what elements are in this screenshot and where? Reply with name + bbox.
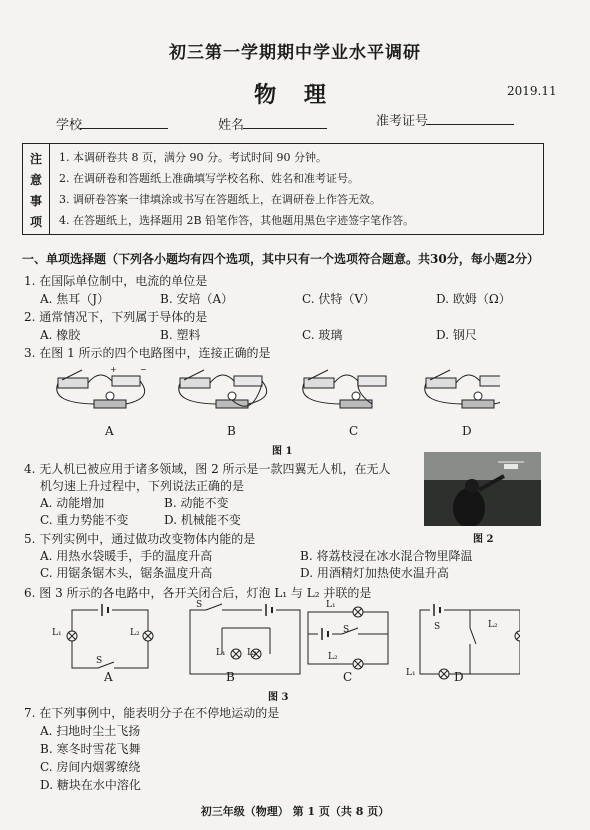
- notes-side-column: [23, 144, 50, 234]
- figure-3-caption: 图 3: [268, 692, 289, 703]
- circuit-d-icon: [425, 370, 500, 408]
- q4-option-a[interactable]: A. 动能增加: [40, 496, 105, 510]
- q6-label-c[interactable]: C: [343, 670, 353, 684]
- q6-label-b[interactable]: B: [226, 670, 235, 684]
- circuit-diagram-b-icon: [190, 604, 300, 674]
- q6-label-d[interactable]: D: [454, 670, 464, 684]
- circuit-a-icon: [57, 365, 147, 408]
- q4-option-c[interactable]: C. 重力势能不变: [40, 513, 129, 527]
- drone-photo: [424, 452, 541, 526]
- circuit-b-icon: [179, 370, 267, 408]
- q7-option-d[interactable]: D. 糖块在水中溶化: [40, 778, 141, 792]
- q7-option-a[interactable]: A. 扫地时尘土飞扬: [40, 724, 141, 738]
- q4-option-b[interactable]: B. 动能不变: [164, 496, 229, 510]
- notes-item: 2. 在调研卷和答题纸上准确填写学校名称、姓名和准考证号。: [59, 172, 359, 185]
- figure-1-caption: 图 1: [272, 446, 293, 457]
- exam-id-blank[interactable]: [426, 124, 514, 125]
- q6a-l2-label: L₂: [130, 628, 140, 638]
- notes-side-char: 项: [29, 215, 42, 229]
- notes-item: 3. 调研卷答案一律填涂或书写在答题纸上，在调研卷上作答无效。: [59, 193, 381, 206]
- question-7-stem: 7. 在下列事例中，能表明分子在不停地运动的是: [24, 706, 280, 720]
- subject-title: 物 理: [254, 82, 336, 108]
- q2-option-c[interactable]: C. 玻璃: [302, 328, 343, 342]
- page-footer: 初三年级（物理） 第 1 页（共 8 页）: [200, 805, 390, 818]
- question-6-stem: 6. 图 3 所示的各电路中，各开关闭合后，灯泡 L₁ 与 L₂ 并联的是: [24, 586, 372, 600]
- name-blank[interactable]: [243, 128, 327, 129]
- q5-option-d[interactable]: D. 用酒精灯加热使水温升高: [300, 566, 449, 580]
- q6d-l2-label: L₂: [488, 620, 498, 630]
- circuit-diagram-a-icon: [67, 603, 153, 674]
- school-label: 学校: [56, 118, 83, 133]
- q6b-s-label: S: [196, 600, 203, 610]
- q6c-l2-label: L₂: [328, 652, 338, 662]
- q2-option-a[interactable]: A. 橡胶: [40, 328, 81, 342]
- question-3-stem: 3. 在图 1 所示的四个电路图中，连接正确的是: [24, 346, 271, 360]
- q5-option-a[interactable]: A. 用热水袋暖手，手的温度升高: [40, 549, 213, 563]
- q6c-s-label: S: [343, 625, 350, 635]
- drone-photo-image: [424, 452, 541, 526]
- q6b-l1-label: L₁: [216, 648, 226, 658]
- q6d-l1-label: L₁: [406, 668, 416, 678]
- figure-2-caption: 图 2: [473, 534, 494, 545]
- notes-item: 1. 本调研卷共 8 页，满分 90 分。考试时间 90 分钟。: [59, 151, 327, 164]
- circuit-c-icon: [303, 370, 386, 408]
- q6d-s-label: S: [434, 622, 441, 632]
- notes-side-char: 事: [29, 194, 42, 208]
- q1-option-d[interactable]: D. 欧姆（Ω）: [436, 292, 511, 306]
- q2-option-b[interactable]: B. 塑料: [160, 328, 201, 342]
- exam-date: 2019.11: [507, 84, 557, 98]
- q6-label-a[interactable]: A: [104, 670, 113, 684]
- notes-side-char: 意: [29, 173, 42, 187]
- question-5-stem: 5. 下列实例中，通过做功改变物体内能的是: [24, 532, 256, 546]
- question-4-stem-line1: 4. 无人机已被应用于诸多领域，图 2 所示是一款四翼无人机，在无人: [24, 462, 391, 476]
- q6a-s-label: S: [96, 656, 103, 666]
- q1-option-a[interactable]: A. 焦耳（J）: [40, 292, 110, 306]
- q3-label-c[interactable]: C: [349, 424, 359, 438]
- q4-option-d[interactable]: D. 机械能不变: [164, 513, 241, 527]
- q6a-l1-label: L₁: [52, 628, 62, 638]
- question-4-stem-line2: 机匀速上升过程中，下列说法正确的是: [40, 479, 245, 493]
- q2-option-d[interactable]: D. 钢尺: [436, 328, 477, 342]
- circuit-diagram-c-icon: [308, 607, 388, 669]
- section-title: 一、单项选择题（下列各小题均有四个选项，其中只有一个选项符合题意。共30分，每小题2分）: [22, 252, 540, 266]
- q3-label-d[interactable]: D: [462, 424, 472, 438]
- q3-label-a[interactable]: A: [105, 424, 114, 438]
- q1-option-b[interactable]: B. 安培（A）: [160, 292, 234, 306]
- q5-option-b[interactable]: B. 将荔枝浸在冰水混合物里降温: [300, 549, 473, 563]
- notes-box: [22, 143, 544, 235]
- svg-text:+: +: [110, 365, 117, 374]
- question-1-stem: 1. 在国际单位制中，电流的单位是: [24, 274, 208, 288]
- circuit-diagram-d-icon: [420, 604, 520, 679]
- q6c-l1-label: L₁: [326, 600, 336, 610]
- name-label: 姓名: [218, 118, 245, 133]
- q7-option-c[interactable]: C. 房间内烟雾缭绕: [40, 760, 141, 774]
- q7-option-b[interactable]: B. 寒冬时雪花飞舞: [40, 742, 141, 756]
- notes-side-char: 注: [29, 152, 42, 166]
- q3-label-b[interactable]: B: [227, 424, 236, 438]
- exam-id-label: 准考证号: [376, 114, 429, 129]
- school-blank[interactable]: [80, 128, 168, 129]
- svg-text:−: −: [140, 365, 147, 374]
- figure-1-circuits: [50, 358, 500, 438]
- question-2-stem: 2. 通常情况下，下列属于导体的是: [24, 310, 208, 324]
- exam-title: 初三第一学期期中学业水平调研: [169, 43, 421, 63]
- q6b-l2-label: L₂: [247, 648, 257, 658]
- q1-option-c[interactable]: C. 伏特（V）: [302, 292, 376, 306]
- notes-item: 4. 在答题纸上，选择题用 2B 铅笔作答，其他题用黑色字迹签字笔作答。: [59, 214, 415, 227]
- q5-option-c[interactable]: C. 用锯条锯木头，锯条温度升高: [40, 566, 213, 580]
